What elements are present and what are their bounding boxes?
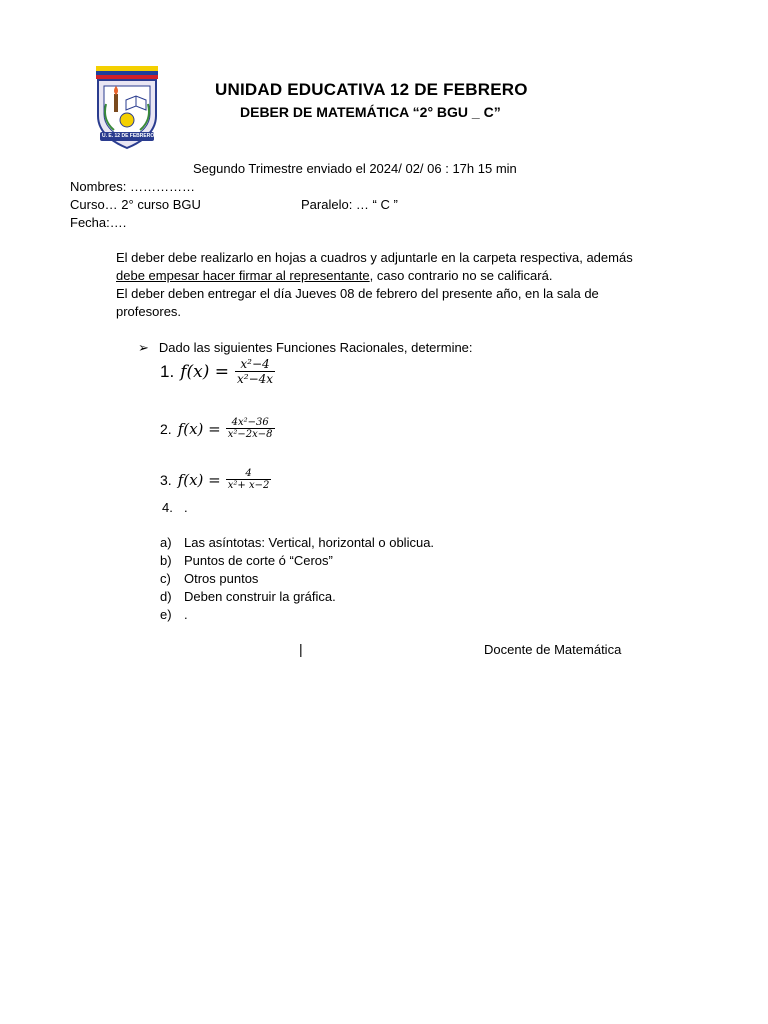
numerator: x²−4 [240, 357, 270, 371]
function-number: 3. [160, 471, 172, 488]
list-letter: b) [160, 553, 172, 568]
task-intro-text: Dado las siguientes Funciones Racionales, determine: [158, 340, 473, 355]
denominator: x²−4x [236, 372, 274, 386]
function-lhs: f(x) = [180, 361, 229, 382]
list-text: Otros puntos [184, 571, 259, 586]
function-number: 2. [160, 420, 172, 437]
fecha-field: Fecha:…. [70, 215, 127, 230]
list-text: Deben construir la gráfica. [184, 589, 336, 604]
function-number: 1. [160, 361, 175, 381]
instructions-line-1: El deber debe realizarlo en hojas a cuadros y adjuntarle en la carpeta respectiva, además [116, 250, 633, 265]
list-text: Puntos de corte ó “Ceros” [184, 553, 333, 568]
list-item [160, 534, 434, 552]
list-item [160, 588, 434, 606]
sent-line: Segundo Trimestre enviado el 2024/ 02/ 06 : 17h 15 min [193, 161, 517, 176]
function-lhs: f(x) = [177, 470, 221, 489]
instructions-line-3: El deber deben entregar el día Jueves 08 de febrero del presente año, en la sala de [116, 286, 599, 301]
list-letter: c) [160, 571, 171, 586]
instructions-paragraph [116, 249, 686, 321]
signature-label: Docente de Matemática [484, 642, 622, 657]
school-logo [90, 64, 164, 152]
item-4-number: 4. [162, 500, 173, 515]
denominator: x²−2x−8 [227, 429, 273, 440]
list-text: Las asíntotas: Vertical, horizontal o oblicua. [184, 535, 435, 550]
logo-banner-text: U. E. 12 DE FEBRERO [102, 133, 155, 139]
instructions-line-2 [116, 267, 686, 285]
list-item [160, 552, 434, 570]
list-item [160, 570, 434, 588]
paralelo-field: Paralelo: … “ C ” [301, 197, 398, 212]
task-intro [138, 340, 473, 356]
nombres-field: Nombres: …………… [70, 179, 195, 194]
list-letter: a) [160, 535, 172, 550]
numerator: 4 [245, 468, 252, 479]
list-letter: d) [160, 589, 172, 604]
fraction [226, 468, 272, 491]
denominator: x²+ x−2 [227, 480, 270, 491]
instructions-underlined: debe empesar hacer firmar al representante [116, 268, 370, 283]
footer-separator: | [299, 641, 303, 657]
list-letter: e) [160, 607, 172, 622]
numerator: 4x²−36 [231, 417, 269, 428]
fraction [235, 357, 275, 386]
list-text: . [184, 607, 188, 622]
curso-field: Curso… 2° curso BGU [70, 197, 201, 212]
item-4-text: . [184, 500, 188, 515]
instructions-line-2-rest: , caso contrario no se calificará. [369, 268, 553, 283]
function-2 [160, 417, 275, 440]
fraction [226, 417, 275, 440]
item-4 [162, 500, 188, 515]
function-1 [160, 357, 275, 386]
subject-line: DEBER DE MATEMÁTICA “2° BGU _ C” [240, 104, 501, 120]
school-name: UNIDAD EDUCATIVA 12 DE FEBRERO [215, 80, 528, 99]
function-lhs: f(x) = [177, 419, 221, 438]
instructions-line-4: profesores. [116, 304, 182, 319]
function-3 [160, 468, 271, 491]
list-item [160, 606, 434, 624]
arrow-bullet-icon: ➢ [138, 341, 149, 356]
requirements-list [160, 534, 434, 624]
